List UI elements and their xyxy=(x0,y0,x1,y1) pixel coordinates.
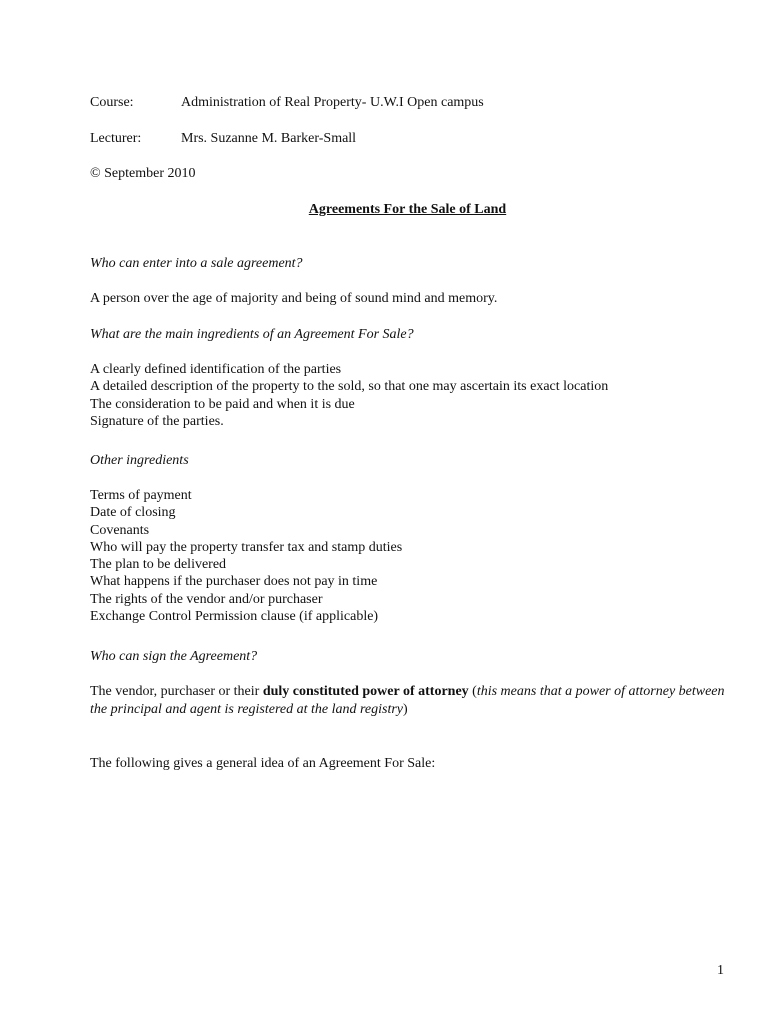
other-ingredients-heading: Other ingredients xyxy=(90,453,189,468)
answer-who-can-sign xyxy=(90,683,730,718)
course-value: Administration of Real Property- U.W.I Open campus xyxy=(181,95,484,110)
lecturer-label: Lecturer: xyxy=(90,131,142,146)
open-paren: ( xyxy=(468,684,477,699)
closing-sentence: The following gives a general idea of an Agreement For Sale: xyxy=(90,756,436,771)
question-who-can-sign: Who can sign the Agreement? xyxy=(90,649,258,664)
list-item: Date of closing xyxy=(90,505,176,521)
copyright-line: © September 2010 xyxy=(90,166,196,181)
list-item: Covenants xyxy=(90,522,150,538)
main-ingredients-list xyxy=(90,361,608,430)
list-item: A detailed description of the property to the sold, so that one may ascertain its exact location xyxy=(90,379,609,395)
document-title: Agreements For the Sale of Land xyxy=(308,202,507,217)
list-item: The rights of the vendor and/or purchaser xyxy=(90,591,323,607)
answer-prefix: The vendor, purchaser or their xyxy=(90,684,263,699)
list-item: A clearly defined identification of the parties xyxy=(90,362,342,377)
lecturer-value: Mrs. Suzanne M. Barker-Small xyxy=(181,131,357,146)
question-who-can-enter: Who can enter into a sale agreement? xyxy=(90,256,303,271)
power-of-attorney-explanation: this means that a power of attorney between the principal and agent is registered at the land registry xyxy=(90,684,725,717)
list-item: What happens if the purchaser does not pay in time xyxy=(90,574,378,590)
list-item: Terms of payment xyxy=(90,488,192,503)
list-item: The consideration to be paid and when it is due xyxy=(90,396,355,412)
list-item: Signature of the parties. xyxy=(90,413,224,429)
list-item: The plan to be delivered xyxy=(90,557,227,573)
answer-who-can-enter: A person over the age of majority and being of sound mind and memory. xyxy=(90,291,498,306)
power-of-attorney-term: duly constituted power of attorney xyxy=(262,684,469,699)
list-item: Exchange Control Permission clause (if applicable) xyxy=(90,609,379,625)
course-label: Course: xyxy=(90,95,134,110)
question-main-ingredients: What are the main ingredients of an Agreement For Sale? xyxy=(90,327,414,342)
list-item: Who will pay the property transfer tax and stamp duties xyxy=(90,539,403,555)
page-number: 1 xyxy=(717,963,724,978)
close-paren: ) xyxy=(403,701,408,717)
other-ingredients-list xyxy=(90,487,402,625)
